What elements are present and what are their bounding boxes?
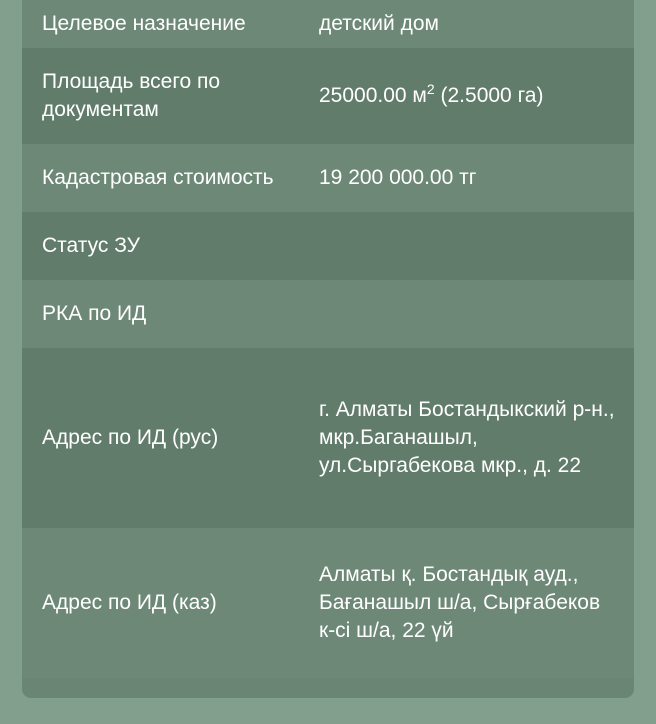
row-value: 19 200 000.00 тг	[319, 144, 634, 212]
row-label: Целевое назначение	[22, 0, 319, 48]
row-label: Кадастровая стоимость	[22, 144, 319, 212]
table-row-rka	[22, 280, 634, 348]
row-value: детский дом	[319, 0, 634, 48]
row-label: РКА по ИД	[22, 280, 319, 348]
row-label: Адрес по ИД (каз)	[22, 528, 319, 678]
row-value: г. Алматы Бостандыкский р-н., мкр.Баганашыл, ул.Сыргабекова мкр., д. 22	[319, 348, 634, 528]
table-row-address-kaz	[22, 528, 634, 678]
table-row-cadastral-value	[22, 144, 634, 212]
row-label: Площадь всего по документам	[22, 48, 319, 144]
row-value	[319, 280, 634, 348]
row-value	[319, 48, 634, 144]
row-label: Адрес по ИД (рус)	[22, 348, 319, 528]
area-value: 25000.00 м	[319, 84, 427, 107]
row-value: Алматы қ. Бостандық ауд., Бағанашыл ш/а, Сырғабеков к-сі ш/а, 22 үй	[319, 528, 634, 678]
land-plot-info-table	[22, 0, 634, 678]
land-plot-info-panel	[22, 0, 634, 698]
table-row-address-rus	[22, 348, 634, 528]
table-row-purpose	[22, 0, 634, 48]
table-row-area	[22, 48, 634, 144]
area-hectares: (2.5000 га)	[434, 84, 544, 107]
table-row-status	[22, 212, 634, 280]
row-label: Статус ЗУ	[22, 212, 319, 280]
row-value	[319, 212, 634, 280]
area-unit-exponent: 2	[426, 81, 435, 97]
